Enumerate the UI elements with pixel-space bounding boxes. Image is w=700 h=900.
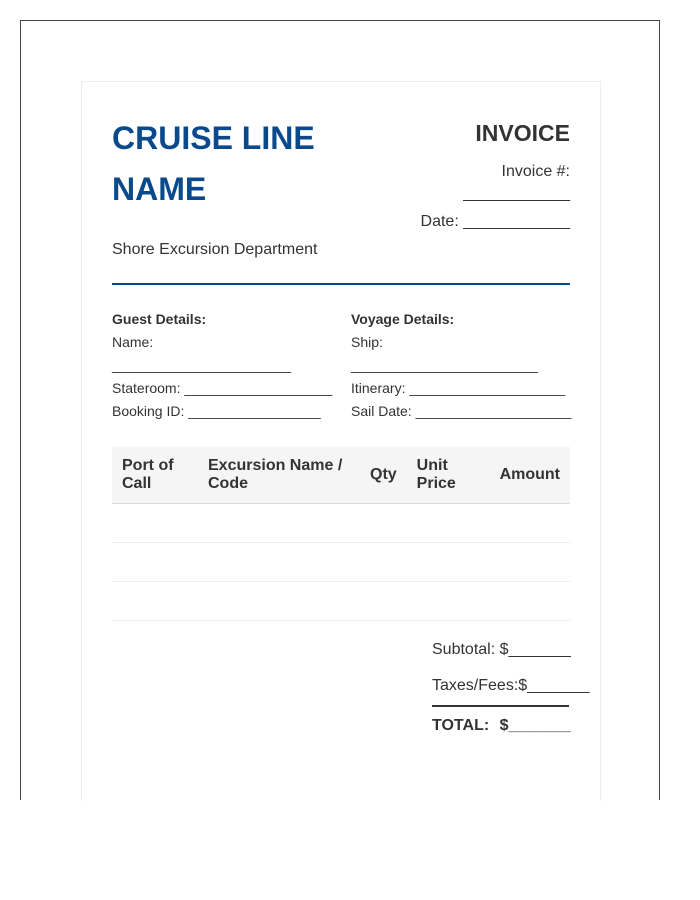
itinerary-field[interactable]: Itinerary: ____________________ (351, 380, 566, 396)
table-cell[interactable] (112, 582, 198, 621)
invoice-title: INVOICE (475, 120, 570, 146)
column-header-amount: Amount (479, 447, 570, 504)
ship-field[interactable]: ________________________ (351, 357, 538, 373)
table-cell[interactable] (112, 504, 198, 543)
table-cell[interactable] (198, 543, 360, 582)
table-row (112, 504, 570, 543)
table-header-row (112, 447, 570, 504)
company-name-line1: CRUISE LINE (112, 120, 315, 156)
column-header-unit-price: Unit Price (407, 447, 479, 504)
table-cell[interactable] (198, 582, 360, 621)
booking-id-field[interactable]: Booking ID: _________________ (112, 403, 321, 419)
table-cell[interactable] (407, 543, 479, 582)
subtotal-field[interactable]: Subtotal: $_______ (432, 641, 571, 658)
invoice-date-field[interactable]: Date: ____________ (420, 213, 570, 230)
stateroom-field[interactable]: Stateroom: ___________________ (112, 380, 333, 396)
totals-divider (432, 705, 569, 707)
table-cell[interactable] (360, 582, 407, 621)
details-section (112, 308, 570, 418)
table-cell[interactable] (112, 543, 198, 582)
voyage-details-heading: Voyage Details: (351, 311, 455, 327)
invoice-content (112, 112, 590, 781)
company-name (112, 113, 372, 215)
sail-date-field[interactable]: Sail Date: ____________________ (351, 403, 572, 419)
department-name: Shore Excursion Department (112, 241, 318, 258)
table-cell[interactable] (407, 504, 479, 543)
table-cell[interactable] (198, 504, 360, 543)
table-row (112, 582, 570, 621)
invoice-sheet (81, 81, 601, 801)
total-label: TOTAL: (432, 717, 490, 734)
table-cell[interactable] (407, 582, 479, 621)
table-cell[interactable] (360, 504, 407, 543)
invoice-number-label: Invoice #: (501, 163, 570, 180)
table-row (112, 543, 570, 582)
invoice-meta (370, 112, 570, 231)
excursion-table (112, 447, 570, 621)
guest-details-heading: Guest Details: (112, 311, 207, 327)
total-value: $_______ (499, 717, 571, 734)
page-frame (20, 20, 660, 800)
table-cell[interactable] (479, 504, 570, 543)
taxes-fees-field[interactable]: Taxes/Fees:$_______ (432, 677, 590, 694)
guest-name-label: Name: (112, 334, 154, 350)
brand-block (112, 112, 372, 259)
voyage-details (351, 308, 581, 423)
table-cell[interactable] (479, 543, 570, 582)
invoice-number-field[interactable]: ____________ (463, 185, 570, 202)
table-cell[interactable] (360, 543, 407, 582)
guest-details (112, 308, 342, 423)
totals-block (432, 641, 589, 735)
company-name-line2: NAME (112, 171, 207, 207)
guest-name-field[interactable]: _______________________ (112, 357, 292, 373)
header-divider (112, 283, 570, 285)
column-header-qty: Qty (360, 447, 407, 504)
invoice-header (112, 112, 570, 284)
totals-section (112, 641, 590, 781)
ship-label: Ship: (351, 334, 383, 350)
column-header-excursion: Excursion Name / Code (198, 447, 360, 504)
total-field[interactable] (432, 717, 589, 735)
table-cell[interactable] (479, 582, 570, 621)
column-header-port: Port of Call (112, 447, 198, 504)
